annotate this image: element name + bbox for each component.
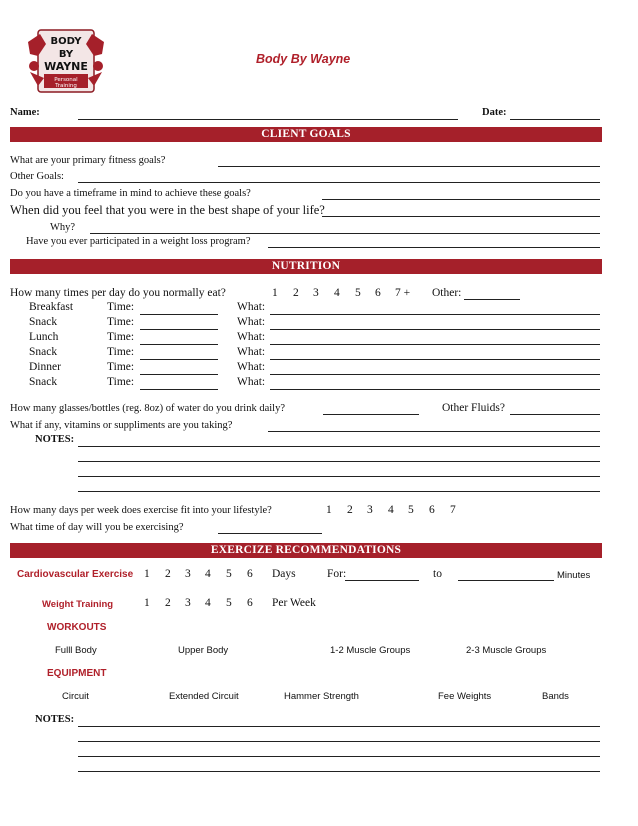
meal-what-label: What: [237,361,266,373]
logo-line-2: BY [58,49,74,60]
meal-time-field[interactable] [140,374,218,375]
nutrition-band: NUTRITION [10,259,602,274]
meal-time-label: Time: [107,301,135,313]
equipment-option[interactable]: Hammer Strength [284,691,359,702]
logo-line-5: Training [55,83,77,89]
meal-time-field[interactable] [140,389,218,390]
exercise-notes-line[interactable] [78,726,600,727]
exercise-notes-line[interactable] [78,756,600,757]
meal-time-field[interactable] [140,359,218,360]
weight-day-option[interactable]: 4 [205,597,211,609]
exercise-day-option[interactable]: 7 [450,504,456,516]
meal-count-option[interactable]: 1 [272,287,278,299]
cardio-for-field[interactable] [345,580,419,581]
workouts-heading: WORKOUTS [47,622,107,633]
weight-day-option[interactable]: 2 [165,597,171,609]
cardio-day-option[interactable]: 5 [226,568,232,580]
exercise-days-question: How many days per week does exercise fit into your lifestyle? [10,505,272,516]
exercise-day-option[interactable]: 3 [367,504,373,516]
equipment-option[interactable]: Fee Weights [438,691,492,702]
name-field[interactable] [78,119,458,120]
meal-count-option[interactable]: 6 [375,287,381,299]
meal-count-option[interactable]: 4 [334,287,340,299]
why-question: Why? [50,222,76,233]
weight-day-option[interactable]: 1 [144,597,150,609]
other-meal-count-label: Other: [432,287,462,299]
exercise-notes-label: NOTES: [35,714,75,725]
equipment-option[interactable]: Bands [542,691,569,702]
cardio-days-label: Days [272,568,296,580]
meal-what-label: What: [237,331,266,343]
other-fluids-label: Other Fluids? [442,402,505,414]
cardio-day-option[interactable]: 1 [144,568,150,580]
meal-time-label: Time: [107,361,135,373]
meal-what-label: What: [237,376,266,388]
best-shape-question: When did you feel that you were in the best shape of your life? [10,203,325,217]
weight-training-label: Weight Training [42,599,114,610]
meal-name: Snack [29,316,58,328]
other-meal-count-field[interactable] [464,299,520,300]
other-goals-question: Other Goals: [10,171,64,182]
weight-day-option[interactable]: 5 [226,597,232,609]
weight-loss-program-field[interactable] [268,247,600,248]
cardio-to-field[interactable] [458,580,554,581]
cardio-day-option[interactable]: 3 [185,568,191,580]
meal-what-field[interactable] [270,329,600,330]
workout-option[interactable]: 2-3 Muscle Groups [466,645,547,656]
meal-what-field[interactable] [270,344,600,345]
why-field[interactable] [90,233,600,234]
best-shape-field[interactable] [322,216,600,217]
timeframe-field[interactable] [322,199,600,200]
timeframe-question: Do you have a timeframe in mind to achieve these goals? [10,188,251,199]
meal-what-field[interactable] [270,359,600,360]
primary-goals-field[interactable] [218,166,600,167]
meals-per-day-question: How many times per day do you normally eat? [10,287,226,299]
workout-option[interactable]: Upper Body [178,645,229,656]
other-goals-field[interactable] [78,182,600,183]
primary-goals-question: What are your primary fitness goals? [10,155,166,166]
exercise-time-field[interactable] [218,533,322,534]
meal-name: Dinner [29,361,61,373]
exercise-day-option[interactable]: 1 [326,504,332,516]
cardio-for-label: For: [327,568,347,580]
meal-time-field[interactable] [140,329,218,330]
equipment-heading: EQUIPMENT [47,668,107,679]
water-field[interactable] [323,414,419,415]
other-fluids-field[interactable] [510,414,600,415]
weight-day-option[interactable]: 3 [185,597,191,609]
workout-option[interactable]: Fulll Body [55,645,97,656]
nutrition-notes-line[interactable] [78,446,600,447]
exercise-notes-line[interactable] [78,771,600,772]
cardio-day-option[interactable]: 2 [165,568,171,580]
date-field[interactable] [510,119,600,120]
meal-count-option[interactable]: 5 [355,287,361,299]
equipment-option[interactable]: Circuit [62,691,89,702]
exercise-day-option[interactable]: 4 [388,504,394,516]
meal-name: Snack [29,346,58,358]
page-title: Body By Wayne [256,52,351,66]
water-question: How many glasses/bottles (reg. 8oz) of water do you drink daily? [10,403,285,414]
cardio-day-option[interactable]: 4 [205,568,211,580]
nutrition-notes-line[interactable] [78,476,600,477]
workout-option[interactable]: 1-2 Muscle Groups [330,645,411,656]
meal-time-label: Time: [107,331,135,343]
meal-time-label: Time: [107,316,135,328]
meal-what-field[interactable] [270,389,600,390]
nutrition-notes-label: NOTES: [35,434,75,445]
client-goals-band: CLIENT GOALS [10,127,602,142]
meal-what-label: What: [237,301,266,313]
exercise-day-option[interactable]: 6 [429,504,435,516]
meal-name: Breakfast [29,301,74,313]
cardio-label: Cardiovascular Exercise [17,569,134,580]
exercise-day-option[interactable]: 5 [408,504,414,516]
meal-time-field[interactable] [140,314,218,315]
meal-what-field[interactable] [270,374,600,375]
logo-line-3: WAYNE [44,60,88,73]
vitamins-field[interactable] [268,431,600,432]
nutrition-notes-line[interactable] [78,491,600,492]
exercise-recommendations-band: EXERCIZE RECOMMENDATIONS [10,543,602,558]
meal-what-label: What: [237,316,266,328]
cardio-to-label: to [433,568,442,580]
meal-time-label: Time: [107,376,135,388]
exercise-time-question: What time of day will you be exercising? [10,522,184,533]
meal-what-field[interactable] [270,314,600,315]
cardio-minutes-label: Minutes [557,570,591,581]
meal-count-option[interactable]: 7 + [395,287,411,299]
meal-what-label: What: [237,346,266,358]
logo-line-4: Personal [54,77,78,83]
nutrition-notes-line[interactable] [78,461,600,462]
meal-count-option[interactable]: 2 [293,287,299,299]
exercise-day-option[interactable]: 2 [347,504,353,516]
equipment-option[interactable]: Extended Circuit [169,691,239,702]
date-label: Date: [482,107,507,118]
vitamins-question: What if any, vitamins or suppliments are you taking? [10,420,233,431]
logo-line-1: BODY [50,36,82,47]
weight-day-option[interactable]: 6 [247,597,253,609]
meal-time-label: Time: [107,346,135,358]
exercise-notes-line[interactable] [78,741,600,742]
weight-loss-program-question: Have you ever participated in a weight loss program? [26,236,251,247]
meal-name: Snack [29,376,58,388]
meal-name: Lunch [29,331,59,343]
body-by-wayne-logo [24,26,108,98]
cardio-day-option[interactable]: 6 [247,568,253,580]
meal-time-field[interactable] [140,344,218,345]
meal-count-option[interactable]: 3 [313,287,319,299]
name-label: Name: [10,107,40,118]
per-week-label: Per Week [272,597,316,609]
